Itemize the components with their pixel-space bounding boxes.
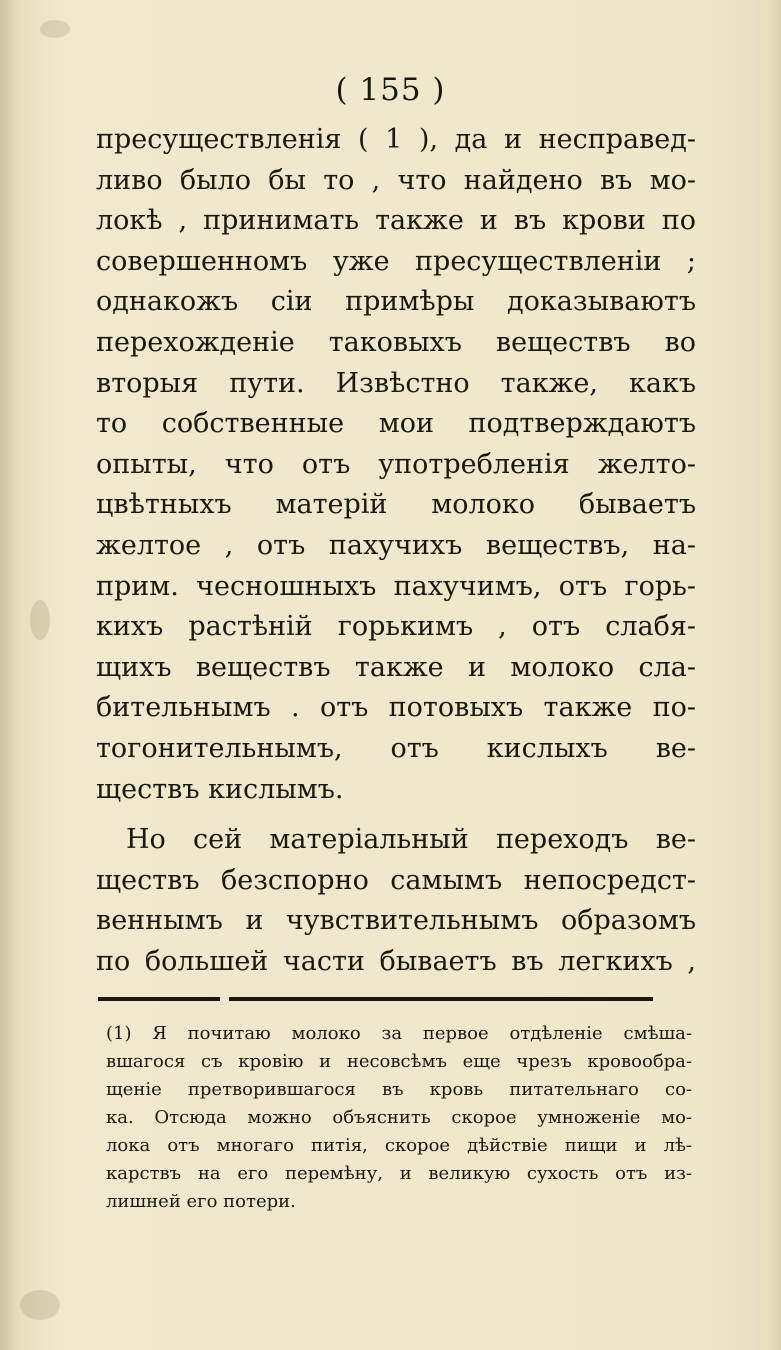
text-line: тогонительнымъ, отъ кислыхъ ве-	[96, 732, 696, 764]
text-line: цвѣтныхъ матерій молоко бываетъ	[96, 489, 696, 521]
footnote	[106, 1020, 692, 1216]
text-line: ливо было бы то , что найдено въ мо-	[96, 164, 696, 196]
text-line: перехожденіе таковыхъ веществъ во	[96, 326, 696, 358]
text-line: ществъ кислымъ.	[96, 773, 344, 805]
text-line: вторыя пути. Извѣстно также, какъ	[96, 367, 696, 399]
paper-stain	[30, 600, 50, 640]
paragraph-1	[96, 120, 696, 810]
text-line: щихъ веществъ также и молоко сла-	[96, 651, 696, 683]
text-line: веннымъ и чувствительнымъ образомъ	[96, 905, 696, 937]
footnote-rule-left	[98, 997, 220, 1001]
text-line: однакожъ сіи примѣры доказываютъ	[96, 286, 696, 318]
text-line: желтое , отъ пахучихъ веществъ, на-	[96, 529, 696, 561]
footnote-line: ка. Отсюда можно объяснить скорое умноженіе мо-	[106, 1107, 692, 1128]
text-line: то собственные мои подтверждаютъ	[96, 408, 696, 440]
paragraph-2	[96, 820, 696, 982]
text-line: совершенномъ уже пресуществленіи ;	[96, 245, 696, 277]
text-line: локѣ , принимать также и въ крови по	[96, 205, 696, 237]
paper-stain	[40, 20, 70, 38]
footnote-line: щеніе претворившагося въ кровь питательнаго со-	[106, 1079, 692, 1100]
text-line: кихъ растѣній горькимъ , отъ слабя-	[96, 611, 696, 643]
footnote-rule-right	[229, 997, 653, 1001]
footnote-line: вшагося съ кровію и несовсѣмъ еще чрезъ кровообра-	[106, 1051, 692, 1072]
paper-stain	[20, 1290, 60, 1320]
text-line: прим. чесношныхъ пахучимъ, отъ горь-	[96, 570, 696, 602]
text-line: ществъ безспорно самымъ непосредст-	[96, 864, 696, 896]
text-line: по большей части бываетъ въ легкихъ ,	[96, 945, 696, 977]
footnote-line: карствъ на его перемѣну, и великую сухость отъ из-	[106, 1163, 692, 1184]
footnote-line: лишней его потери.	[106, 1191, 296, 1212]
text-line: пресуществленія ( 1 ), да и несправед-	[96, 124, 696, 155]
text-line: Но сей матеріальный переходъ ве-	[126, 824, 696, 855]
text-line: бительнымъ . отъ потовыхъ также по-	[96, 692, 696, 724]
footnote-line: лока отъ многаго питія, скорое дѣйствіе пищи и лѣ-	[106, 1135, 692, 1156]
page-number: ( 155 )	[335, 72, 446, 108]
text-line: опыты, что отъ употребленія желто-	[96, 448, 696, 480]
footnote-line: (1) Я почитаю молоко за первое отдѣленіе смѣша-	[106, 1023, 692, 1044]
